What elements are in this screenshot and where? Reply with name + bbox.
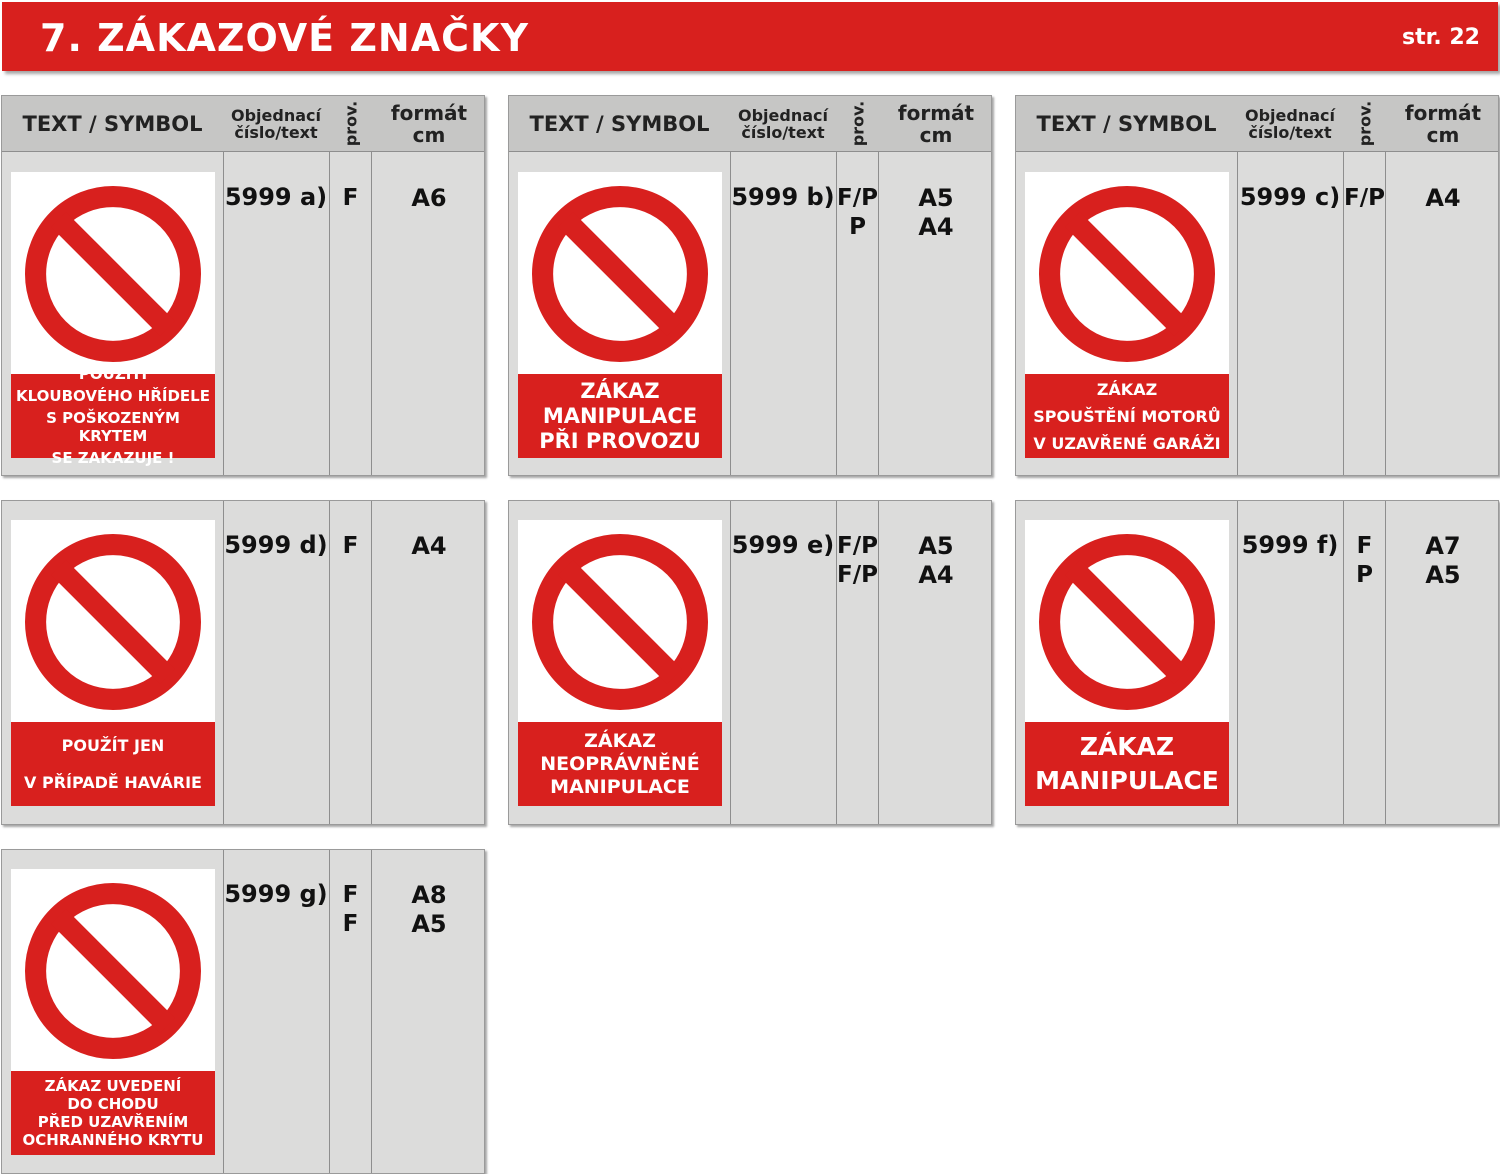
prov-values [329, 184, 372, 213]
format-values [372, 532, 486, 561]
format-value: A5 [411, 910, 447, 938]
header-order-number [730, 96, 836, 151]
header-symbol: TEXT / SYMBOL [529, 111, 710, 136]
prohibition-sign [11, 172, 215, 467]
sign-caption-line: SPOUŠTĚNÍ MOTORŮ [1033, 406, 1221, 426]
header-format-line-2: cm [1426, 122, 1460, 147]
sign-caption-line: MANIPULACE [542, 403, 698, 428]
product-panel [1015, 500, 1499, 825]
product-panel [508, 95, 992, 476]
sign-caption-line: KLOUBOVÉHO HŘÍDELE [16, 387, 210, 405]
header-prov-label: prov. [1355, 100, 1375, 147]
format-value: A8 [411, 881, 447, 909]
prov-values [836, 184, 879, 242]
prohibition-icon [25, 186, 201, 362]
table-header [1016, 96, 1498, 152]
prohibition-icon [25, 883, 201, 1059]
header-symbol: TEXT / SYMBOL [22, 111, 203, 136]
prohibition-icon [25, 534, 201, 710]
prov-value: F [342, 882, 359, 908]
format-values [879, 184, 993, 242]
column-divider [1237, 96, 1238, 475]
sign-caption [518, 374, 722, 458]
format-value: A4 [918, 213, 954, 241]
product-panel [508, 500, 992, 825]
header-symbol: TEXT / SYMBOL [1036, 111, 1217, 136]
column-divider [1385, 96, 1386, 475]
prov-value: P [849, 214, 866, 240]
prohibition-sign [1025, 520, 1229, 806]
table-header [2, 96, 484, 152]
format-value: A5 [1425, 561, 1461, 589]
header-order-line-2: číslo/text [234, 122, 318, 142]
prohibition-icon [1039, 534, 1215, 710]
prohibition-sign [518, 520, 722, 806]
header-order-number [223, 96, 329, 151]
sign-caption-line: ZÁKAZ [580, 378, 660, 403]
prov-value: F [1356, 533, 1373, 559]
sign-caption [11, 1071, 215, 1155]
header-prov [329, 96, 372, 151]
order-number: 5999 e) [731, 531, 835, 559]
sign-caption-line: ZÁKAZ [1079, 732, 1175, 761]
sign-caption [11, 365, 215, 467]
prov-value: F/P [837, 185, 878, 211]
sign-caption-line: ZÁKAZ [584, 729, 656, 752]
header-order-number [1237, 96, 1343, 151]
header-format [1386, 96, 1500, 151]
header-order-line-1: Objednací [231, 105, 321, 125]
column-divider [836, 96, 837, 475]
column-divider [878, 96, 879, 475]
prov-values [329, 881, 372, 939]
header-format-line-1: formát [390, 100, 468, 125]
prov-value: F [342, 911, 359, 937]
format-values [372, 881, 486, 939]
order-number: 5999 b) [731, 183, 835, 211]
prov-value: F/P [837, 533, 878, 559]
format-value: A4 [918, 561, 954, 589]
prov-value: F [342, 533, 359, 559]
product-panel [1015, 95, 1499, 476]
product-panel [1, 95, 485, 476]
order-number: 5999 a) [224, 183, 328, 211]
sign-caption [11, 722, 215, 806]
header-prov [1343, 96, 1386, 151]
sign-caption-line: V UZAVŘENÉ GARÁŽI [1033, 433, 1221, 453]
header-prov [836, 96, 879, 151]
page-number: str. 22 [1402, 25, 1480, 50]
sign-caption-line: MANIPULACE [550, 775, 690, 798]
header-format-line-2: cm [919, 122, 953, 147]
format-value: A6 [411, 184, 447, 212]
format-values [879, 532, 993, 590]
prov-values [1343, 532, 1386, 590]
product-panel [1, 849, 485, 1174]
title-banner [2, 2, 1498, 71]
sign-caption [518, 722, 722, 806]
sign-caption-line: OCHRANNÉHO KRYTU [22, 1131, 204, 1149]
sign-caption-line: DO CHODU [67, 1095, 159, 1113]
prov-values [836, 532, 879, 590]
sign-caption-line: V PŘÍPADĚ HAVÁRIE [24, 773, 202, 792]
header-order-line-2: číslo/text [1248, 122, 1332, 142]
header-format-line-1: formát [897, 100, 975, 125]
prohibition-icon [532, 534, 708, 710]
prohibition-sign [1025, 172, 1229, 458]
sign-caption-line: SE ZAKAZUJE ! [51, 449, 175, 467]
sign-caption-line: ZÁKAZ UVEDENÍ [44, 1077, 182, 1095]
header-format-line-2: cm [412, 122, 446, 147]
sign-caption-line: S POŠKOZENÝM KRYTEM [46, 409, 180, 445]
header-order-line-2: číslo/text [741, 122, 825, 142]
sign-caption-line: NEOPRÁVNĚNÉ [540, 752, 700, 775]
header-format [372, 96, 486, 151]
sign-caption-line: PŘI PROVOZU [539, 428, 701, 453]
order-number: 5999 g) [224, 880, 328, 908]
prov-value: F [342, 185, 359, 211]
header-prov-label: prov. [848, 100, 868, 147]
sign-caption [1025, 374, 1229, 458]
format-values [1386, 532, 1500, 590]
prov-value: P [1356, 562, 1373, 588]
column-divider [730, 96, 731, 475]
prov-values [1343, 184, 1386, 213]
format-value: A4 [411, 532, 447, 560]
sign-caption-line: ZÁKAZ [1096, 379, 1158, 399]
header-prov-label: prov. [341, 100, 361, 147]
sign-caption-line: PŘED UZAVŘENÍM [37, 1113, 189, 1131]
format-value: A4 [1425, 184, 1461, 212]
sign-caption-line: MANIPULACE [1035, 766, 1219, 795]
format-value: A5 [918, 532, 954, 560]
header-order-line-1: Objednací [738, 105, 828, 125]
table-header [509, 96, 991, 152]
prohibition-sign [11, 869, 215, 1155]
prohibition-sign [518, 172, 722, 458]
column-divider [1343, 96, 1344, 475]
prohibition-icon [1039, 186, 1215, 362]
column-divider [329, 96, 330, 475]
prohibition-icon [532, 186, 708, 362]
sign-caption-line: POUŽITÍ [78, 365, 148, 383]
format-value: A5 [918, 184, 954, 212]
sign-caption [1025, 722, 1229, 806]
product-panel [1, 500, 485, 825]
sign-caption-line: POUŽÍT JEN [61, 736, 165, 755]
prohibition-sign [11, 520, 215, 806]
format-values [372, 184, 486, 213]
header-order-line-1: Objednací [1245, 105, 1335, 125]
page-title: 7. ZÁKAZOVÉ ZNAČKY [40, 16, 529, 60]
format-values [1386, 184, 1500, 213]
prov-values [329, 532, 372, 561]
order-number: 5999 c) [1239, 183, 1341, 211]
column-divider [223, 96, 224, 475]
prov-value: F/P [1344, 185, 1385, 211]
format-value: A7 [1425, 532, 1461, 560]
column-divider [371, 96, 372, 475]
order-number: 5999 d) [224, 531, 328, 559]
header-format [879, 96, 993, 151]
header-format-line-1: formát [1404, 100, 1482, 125]
order-number: 5999 f) [1241, 531, 1339, 559]
prov-value: F/P [837, 562, 878, 588]
